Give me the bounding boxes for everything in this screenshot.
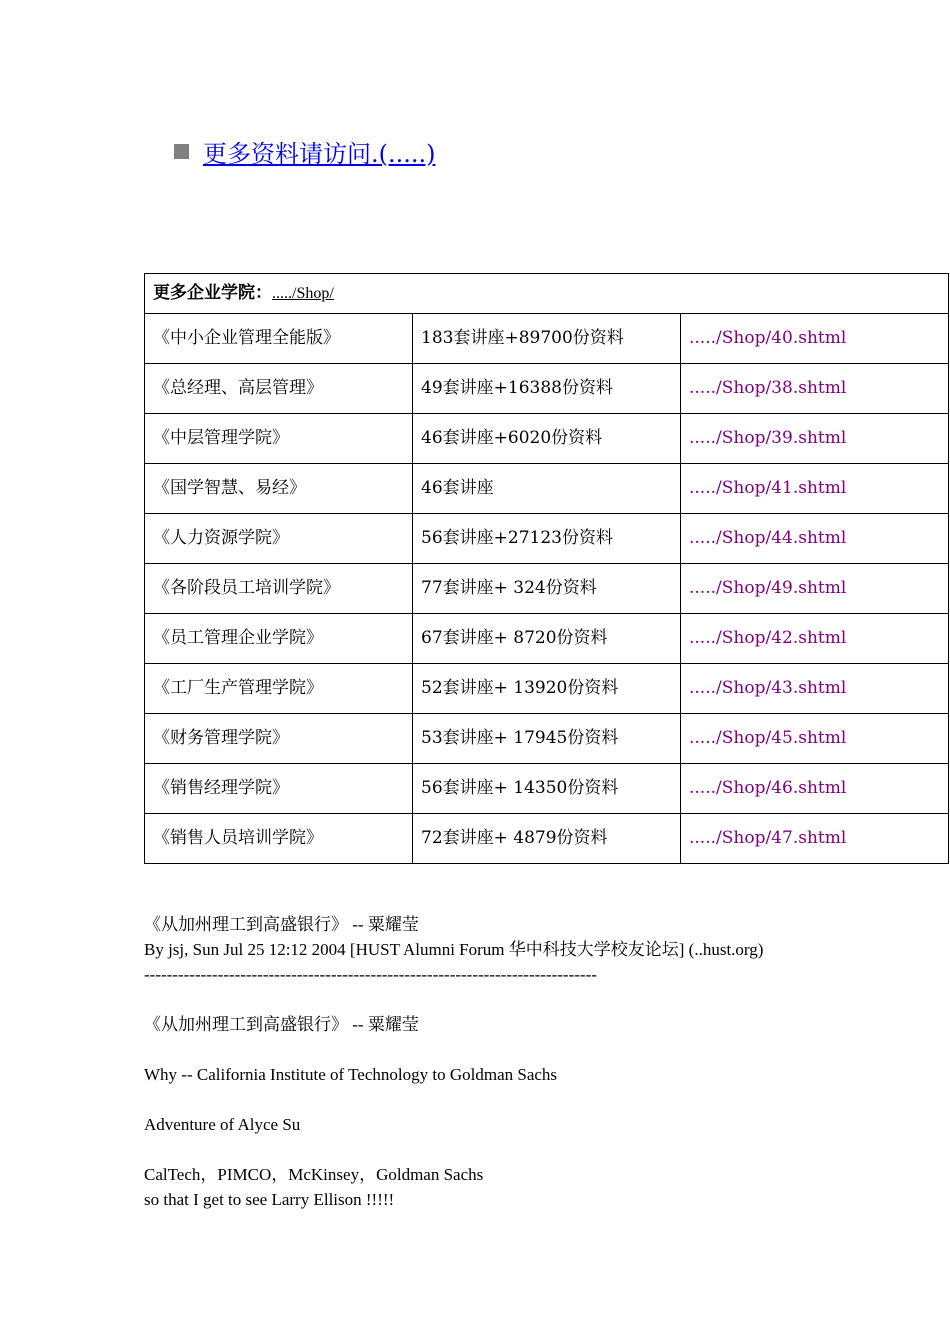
- academy-name-cell: 《财务管理学院》: [145, 714, 413, 764]
- shop-link-cell[interactable]: ...../Shop/49.shtml: [681, 564, 949, 614]
- academy-name-cell: 《员工管理企业学院》: [145, 614, 413, 664]
- academy-name-cell: 《中层管理学院》: [145, 414, 413, 464]
- lecture-count-cell: 77套讲座+ 324份资料: [413, 564, 681, 614]
- lecture-count-cell: 53套讲座+ 17945份资料: [413, 714, 681, 764]
- table-row: [145, 564, 949, 614]
- table-row: [145, 614, 949, 664]
- table-row: [145, 764, 949, 814]
- article-body: [144, 912, 763, 1212]
- shop-link-cell[interactable]: ...../Shop/44.shtml: [681, 514, 949, 564]
- academy-name-cell: 《工厂生产管理学院》: [145, 664, 413, 714]
- lecture-count-cell: 72套讲座+ 4879份资料: [413, 814, 681, 864]
- table-row: [145, 314, 949, 364]
- table-row: [145, 814, 949, 864]
- lecture-count-cell: 49套讲座+16388份资料: [413, 364, 681, 414]
- lecture-count-cell: 52套讲座+ 13920份资料: [413, 664, 681, 714]
- article-why-line: Why -- California Institute of Technology to Goldman Sachs: [144, 1065, 558, 1084]
- academy-name-cell: 《销售人员培训学院》: [145, 814, 413, 864]
- table-row: [145, 414, 949, 464]
- article-byline: By jsj, Sun Jul 25 12:12 2004 [HUST Alumni Forum 华中科技大学校友论坛] (..hust.org): [144, 940, 764, 959]
- lecture-count-cell: 183套讲座+89700份资料: [413, 314, 681, 364]
- shop-link-cell[interactable]: ...../Shop/43.shtml: [681, 664, 949, 714]
- lecture-count-cell: 46套讲座: [413, 464, 681, 514]
- academy-name-cell: 《人力资源学院》: [145, 514, 413, 564]
- shop-link-cell[interactable]: ...../Shop/38.shtml: [681, 364, 949, 414]
- academy-name-cell: 《销售经理学院》: [145, 764, 413, 814]
- shop-link-cell[interactable]: ...../Shop/39.shtml: [681, 414, 949, 464]
- top-link-row: [174, 134, 436, 169]
- academy-catalog-table: [144, 273, 949, 864]
- academy-name-cell: 《各阶段员工培训学院》: [145, 564, 413, 614]
- lecture-count-cell: 56套讲座+27123份资料: [413, 514, 681, 564]
- article-divider: --------------------------------------------------------------------------------: [144, 965, 597, 984]
- lecture-count-cell: 46套讲座+6020份资料: [413, 414, 681, 464]
- shop-link-cell[interactable]: ...../Shop/45.shtml: [681, 714, 949, 764]
- article-title-repeat: 《从加州理工到高盛银行》 -- 粟耀莹: [144, 1015, 419, 1034]
- shop-link-cell[interactable]: ...../Shop/40.shtml: [681, 314, 949, 364]
- article-adventure-line: Adventure of Alyce Su: [144, 1115, 301, 1134]
- shop-link-cell[interactable]: ...../Shop/46.shtml: [681, 764, 949, 814]
- table-row: [145, 464, 949, 514]
- shop-link-cell[interactable]: ...../Shop/42.shtml: [681, 614, 949, 664]
- shop-link-cell[interactable]: ...../Shop/47.shtml: [681, 814, 949, 864]
- article-ellison-line: so that I get to see Larry Ellison !!!!!: [144, 1190, 395, 1209]
- more-resources-link[interactable]: 更多资料请访问.(.....): [203, 140, 436, 168]
- header-label: 更多企业学院：: [153, 283, 272, 303]
- article-title: 《从加州理工到高盛银行》 -- 粟耀莹: [144, 915, 419, 934]
- table-row: [145, 664, 949, 714]
- table-row: [145, 714, 949, 764]
- square-bullet-icon: [174, 144, 189, 159]
- lecture-count-cell: 56套讲座+ 14350份资料: [413, 764, 681, 814]
- academy-name-cell: 《国学智慧、易经》: [145, 464, 413, 514]
- table-header-row: [145, 274, 949, 314]
- academy-name-cell: 《中小企业管理全能版》: [145, 314, 413, 364]
- article-companies-line: CalTech，PIMCO，McKinsey，Goldman Sachs: [144, 1165, 484, 1184]
- academy-name-cell: 《总经理、高层管理》: [145, 364, 413, 414]
- lecture-count-cell: 67套讲座+ 8720份资料: [413, 614, 681, 664]
- table-row: [145, 364, 949, 414]
- shop-link-cell[interactable]: ...../Shop/41.shtml: [681, 464, 949, 514]
- header-shop-link[interactable]: ...../Shop/: [272, 285, 334, 302]
- table-header-cell: [145, 274, 949, 314]
- table-row: [145, 514, 949, 564]
